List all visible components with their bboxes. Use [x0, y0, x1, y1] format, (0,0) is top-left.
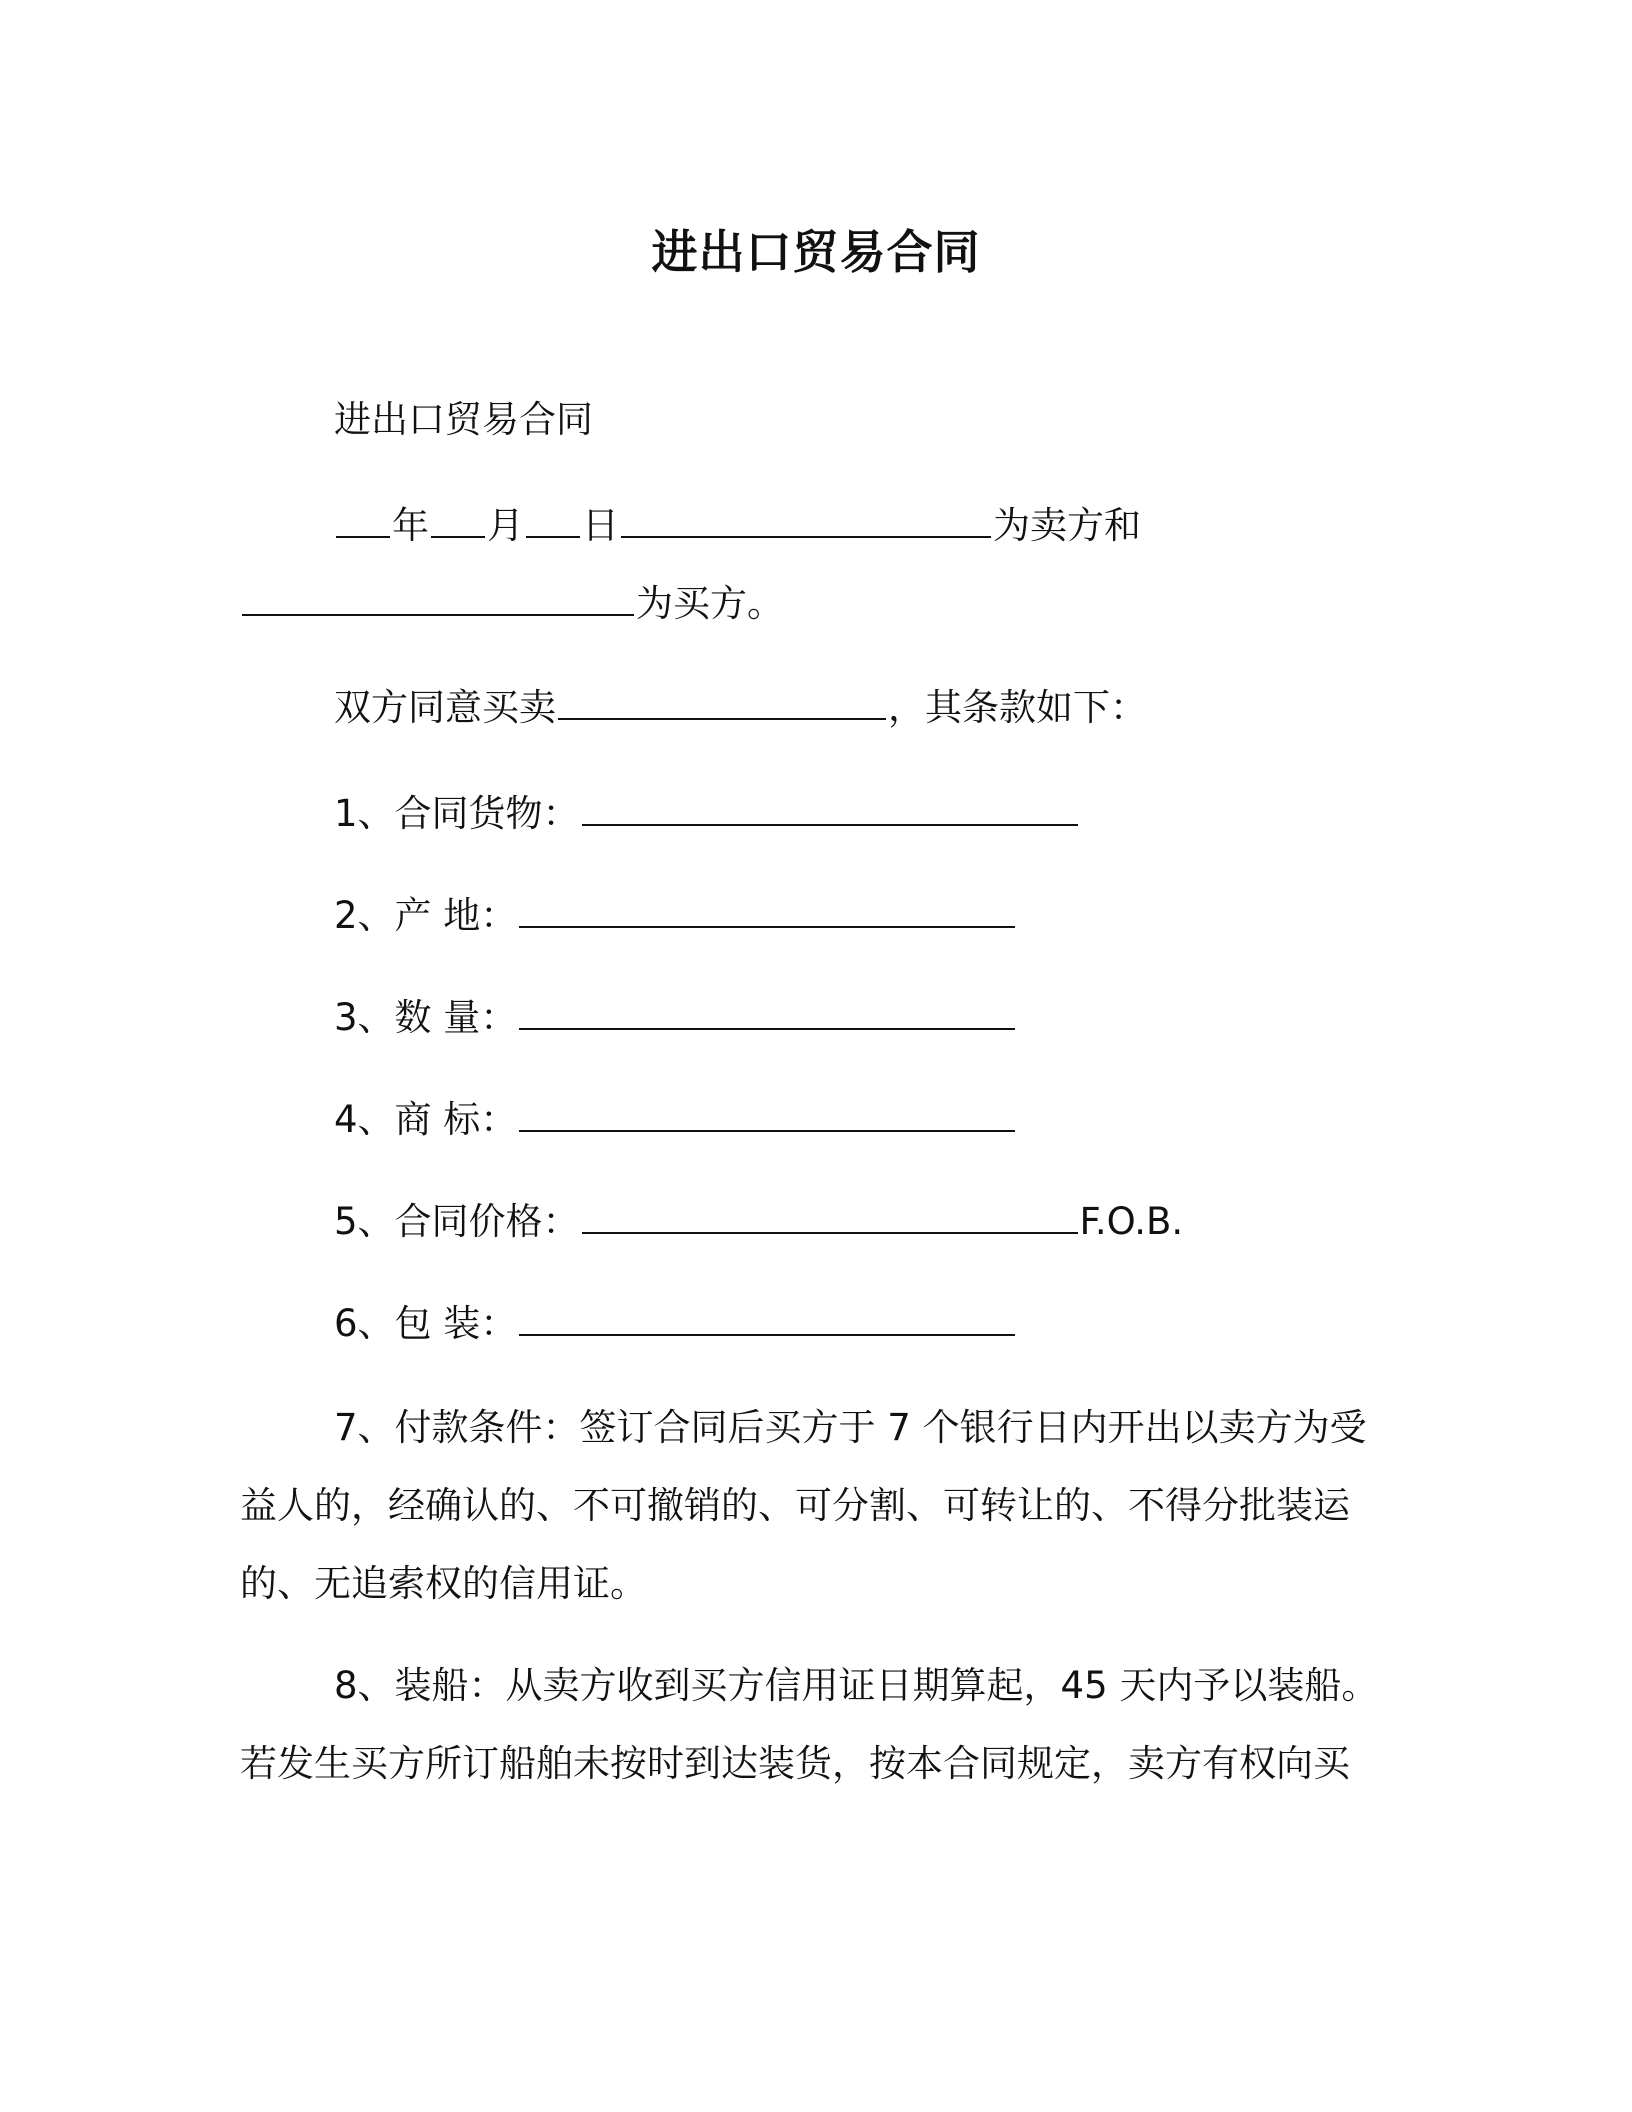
item-trademark	[334, 1096, 1017, 1144]
item-label: 6、包 装：	[334, 1302, 518, 1345]
item-label: 3、数 量：	[334, 996, 518, 1039]
seller-blank[interactable]	[621, 502, 991, 538]
item-packing	[334, 1300, 1017, 1348]
year-blank[interactable]	[336, 502, 390, 538]
buyer-suffix: 为买方。	[636, 582, 784, 625]
item-quantity	[334, 994, 1017, 1042]
clause8-line2: 若发生买方所订船舶未按时到达装货，按本合同规定，卖方有权向买	[240, 1742, 1350, 1785]
buyer-blank[interactable]	[242, 580, 634, 616]
item-label: 4、商 标：	[334, 1098, 518, 1141]
year-label: 年	[392, 504, 429, 547]
clause8-line1: 8、装船：从卖方收到买方信用证日期算起，45 天内予以装船。	[334, 1664, 1379, 1707]
item-goods	[334, 790, 1080, 838]
day-blank[interactable]	[526, 502, 580, 538]
agree-prefix: 双方同意买卖	[334, 686, 556, 729]
item-suffix: F.O.B.	[1079, 1200, 1184, 1243]
item-blank[interactable]	[582, 790, 1078, 826]
date-line	[334, 502, 1141, 550]
item-label: 1、合同货物：	[334, 792, 580, 835]
item-label: 5、合同价格：	[334, 1200, 580, 1243]
buyer-line	[240, 580, 784, 628]
clause7-line3: 的、无追索权的信用证。	[240, 1562, 647, 1605]
item-origin	[334, 892, 1017, 940]
month-label: 月	[487, 504, 524, 547]
item-label: 2、产 地：	[334, 894, 518, 937]
agree-suffix: ，其条款如下：	[888, 686, 1147, 729]
clause7-line1: 7、付款条件：签订合同后买方于 7 个银行日内开出以卖方为受	[334, 1406, 1367, 1449]
goods-blank[interactable]	[558, 684, 886, 720]
item-blank[interactable]	[519, 1096, 1015, 1132]
item-blank[interactable]	[519, 994, 1015, 1030]
document-subtitle: 进出口贸易合同	[334, 398, 593, 441]
agreement-line	[334, 684, 1147, 732]
day-label: 日	[582, 504, 619, 547]
item-blank[interactable]	[519, 892, 1015, 928]
item-blank[interactable]	[582, 1198, 1078, 1234]
item-blank[interactable]	[519, 1300, 1015, 1336]
clause7-line2: 益人的，经确认的、不可撤销的、可分割、可转让的、不得分批装运	[240, 1484, 1350, 1527]
item-price	[334, 1198, 1183, 1246]
document-title: 进出口贸易合同	[651, 225, 981, 279]
month-blank[interactable]	[431, 502, 485, 538]
seller-suffix: 为卖方和	[993, 504, 1141, 547]
